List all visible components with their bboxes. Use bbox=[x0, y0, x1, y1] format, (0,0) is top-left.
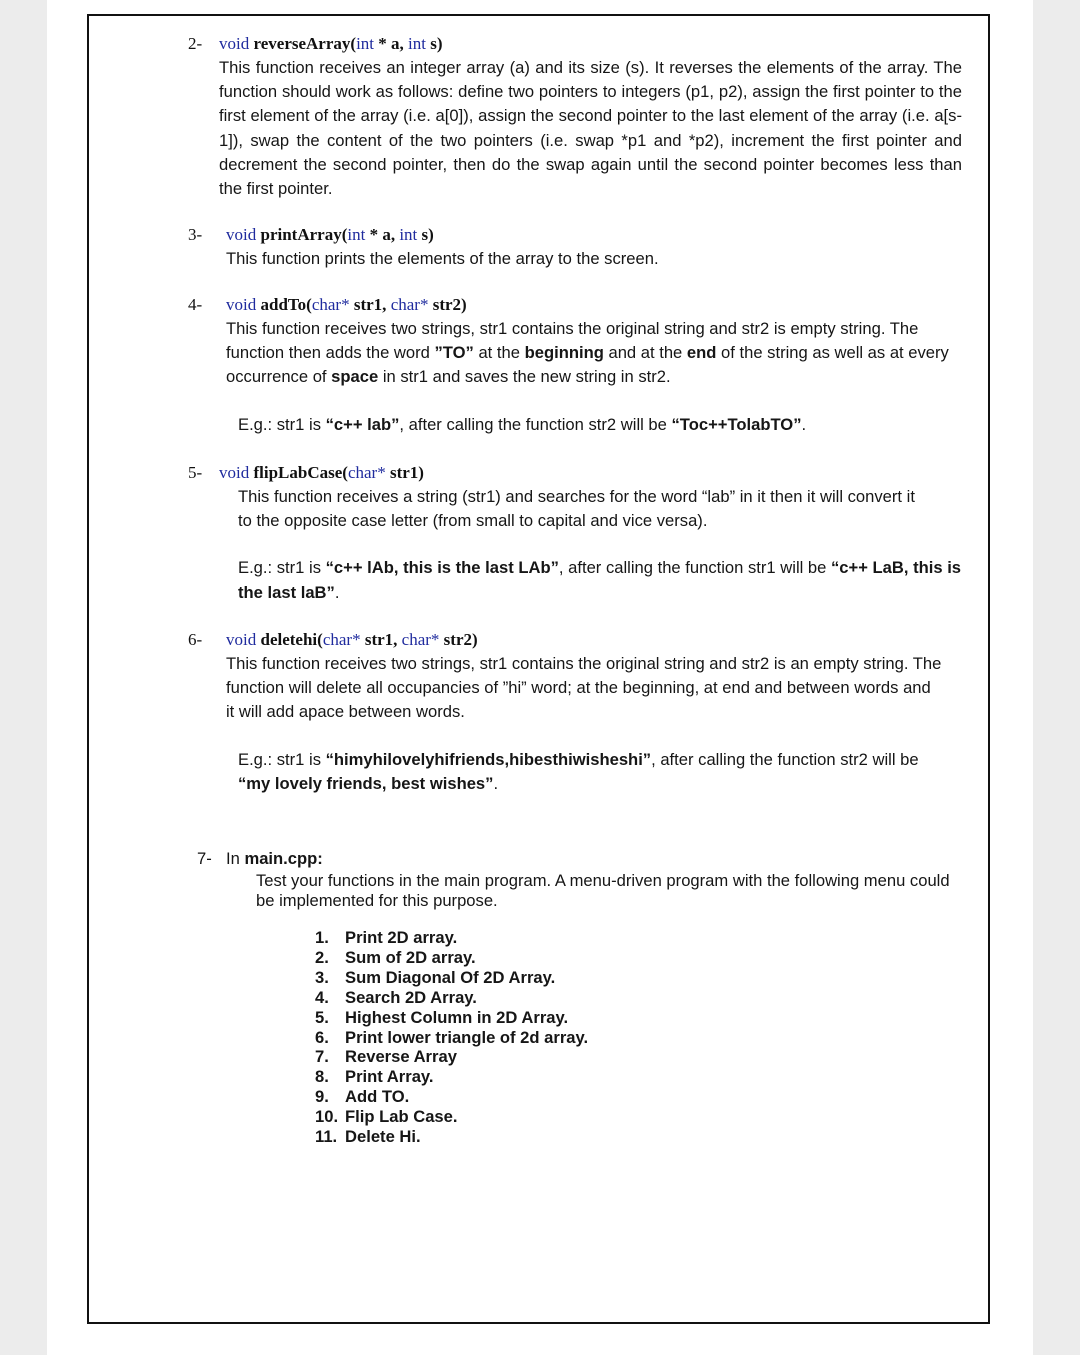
list-item bbox=[315, 1047, 588, 1067]
list-item-number: 8. bbox=[315, 1067, 329, 1087]
list-item bbox=[315, 948, 588, 968]
section-number: 3- bbox=[188, 225, 203, 244]
list-item-label: Add TO. bbox=[345, 1087, 410, 1107]
example-text: E.g.: str1 is “c++ lab”, after calling the function str2 will be “Toc++TolabTO”. bbox=[238, 414, 807, 434]
section-number: 7- bbox=[197, 849, 212, 868]
example-text: E.g.: str1 is “himyhilovelyhifriends,hibesthiwisheshi”, after calling the function str2 will be “my lovely friends, best wishes”. bbox=[238, 749, 919, 793]
section-description: Test your functions in the main program. A menu-driven program with the following menu could be implemented for this purpose. bbox=[256, 871, 950, 911]
list-item bbox=[315, 1127, 588, 1147]
list-item-label: Flip Lab Case. bbox=[345, 1107, 458, 1127]
function-description: This function receives a string (str1) and searches for the word “lab” in it then it will convert it to the opposite case letter (from small to capital and vice versa). bbox=[238, 487, 915, 531]
function-description: This function prints the elements of the array to the screen. bbox=[226, 249, 659, 268]
list-item-label: Delete Hi. bbox=[345, 1127, 421, 1147]
list-item-label: Highest Column in 2D Array. bbox=[345, 1007, 569, 1027]
section-5 bbox=[188, 461, 978, 605]
list-item-label: Print lower triangle of 2d array. bbox=[345, 1027, 589, 1047]
list-item-number: 5. bbox=[315, 1007, 329, 1027]
section-number: 4- bbox=[188, 295, 203, 314]
list-item bbox=[315, 928, 588, 948]
list-item-number: 7. bbox=[315, 1047, 329, 1067]
list-item-number: 4. bbox=[315, 987, 329, 1007]
list-item-label: Print 2D array. bbox=[345, 928, 458, 947]
function-description: This function receives two strings, str1 contains the original string and str2 is an empty string. The function will delete all occupancies of ”hi” word; at the beginning, at end and between words and it will add apace between words. bbox=[226, 654, 942, 722]
list-item-number: 3. bbox=[315, 967, 329, 987]
function-signature: void deletehi(char* str1, char* str2) bbox=[226, 630, 478, 649]
section-number: 5- bbox=[188, 463, 203, 482]
list-item-label: Print Array. bbox=[345, 1067, 434, 1087]
list-item bbox=[315, 968, 588, 988]
section-7 bbox=[188, 847, 978, 911]
example-text: E.g.: str1 is “c++ lAb, this is the last LAb”, after calling the function str1 will be “c++ LaB, this is the last laB”. bbox=[238, 558, 962, 602]
section-3 bbox=[188, 223, 978, 271]
function-description: This function receives an integer array (a) and its size (s). It reverses the elements of the array. The function should work as follows: define two pointers to integers (p1, p2), assign the first pointer to the first element of the array (i.e. a[0]), assign the second pointer to the last element of the array (i.e. a[s-1]), swap the content of the two pointers (i.e. swap *p1 and *p2), increment the first pointer and decrement the second pointer, then do the swap again until the second pointer becomes less than the first pointer. bbox=[219, 58, 962, 199]
list-item-number: 6. bbox=[315, 1027, 329, 1047]
function-signature: void printArray(int * a, int s) bbox=[226, 225, 434, 244]
section-number: 6- bbox=[188, 630, 203, 649]
list-item-number: 1. bbox=[315, 928, 329, 947]
list-item-number: 11. bbox=[315, 1127, 338, 1147]
list-item-label: Search 2D Array. bbox=[345, 987, 477, 1007]
list-item-number: 10. bbox=[315, 1107, 339, 1127]
section-2 bbox=[188, 32, 978, 201]
function-description: This function receives two strings, str1 contains the original string and str2 is empty string. The function then adds the word ”TO” at the beginning and at the end of the string as well as at every occurrence of space in str1 and saves the new string in str2. bbox=[226, 319, 949, 387]
list-item-label: Sum Diagonal Of 2D Array. bbox=[345, 967, 556, 987]
list-item-label: Reverse Array bbox=[345, 1047, 457, 1067]
list-item bbox=[315, 1087, 588, 1107]
section-4 bbox=[188, 293, 978, 437]
function-signature: void flipLabCase(char* str1) bbox=[219, 463, 424, 482]
list-item-label: Sum of 2D array. bbox=[345, 947, 476, 967]
section-number: 2- bbox=[188, 34, 203, 53]
list-item bbox=[315, 1067, 588, 1087]
list-item bbox=[315, 1107, 588, 1127]
section-heading: In main.cpp: bbox=[226, 849, 323, 868]
list-item-number: 2. bbox=[315, 947, 329, 967]
menu-list bbox=[315, 928, 588, 1147]
list-item-number: 9. bbox=[315, 1087, 329, 1107]
function-signature: void reverseArray(int * a, int s) bbox=[219, 34, 443, 53]
section-6 bbox=[188, 628, 978, 796]
list-item bbox=[315, 988, 588, 1008]
list-item bbox=[315, 1028, 588, 1048]
list-item bbox=[315, 1008, 588, 1028]
function-signature: void addTo(char* str1, char* str2) bbox=[226, 295, 467, 314]
